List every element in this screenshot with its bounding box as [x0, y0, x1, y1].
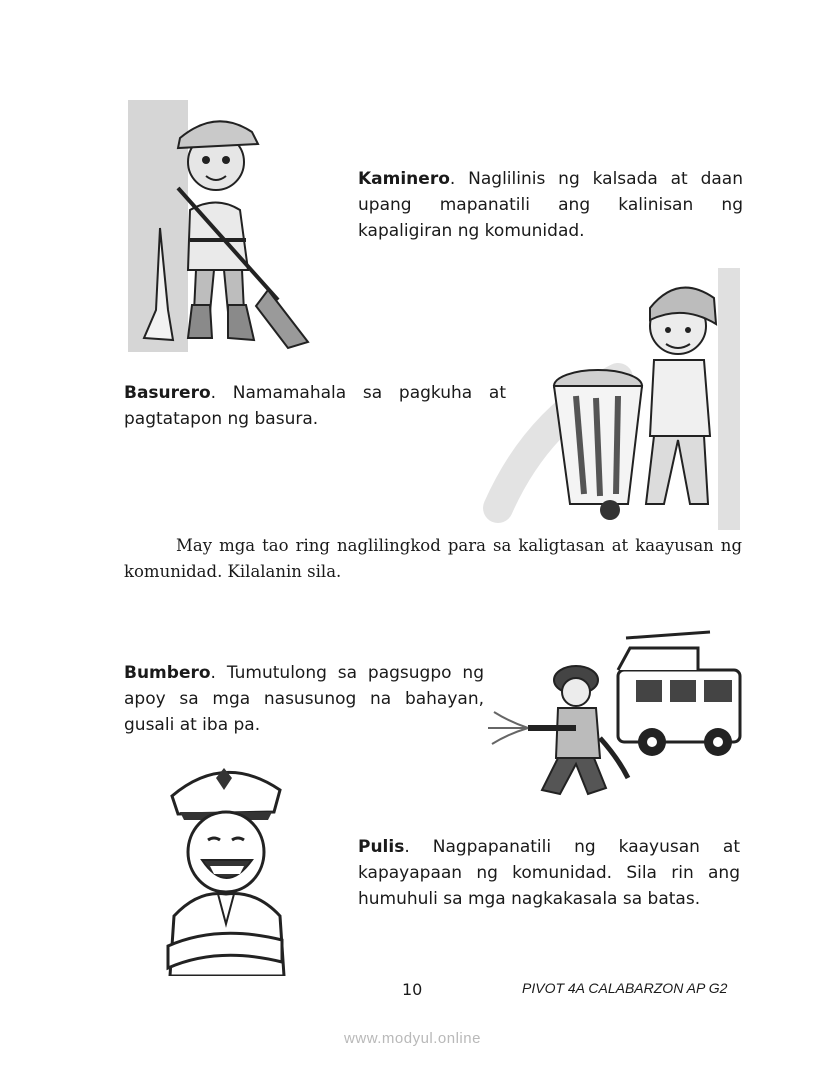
kaminero-text: . Naglilinis ng kalsada at daan upang mapanatili ang kalinisan ng kapaligiran ng komunidad.	[358, 169, 743, 241]
intro-paragraph: May mga tao ring naglilingkod para sa kaligtasan at kaayusan ng komunidad. Kilalanin sila.	[124, 536, 742, 581]
bumbero-term: Bumbero	[124, 663, 211, 683]
pulis-description	[358, 834, 740, 912]
kaminero-description	[358, 166, 743, 244]
bumbero-text: . Tumutulong sa pagsugpo ng apoy sa mga nasusunog na bahayan, gusali at iba pa.	[124, 663, 484, 735]
basurero-text: . Namamahala sa pagkuha at pagtatapon ng basura.	[124, 383, 506, 429]
page-number: 10	[402, 980, 423, 999]
pulis-term: Pulis	[358, 837, 405, 857]
basurero-description	[124, 380, 506, 432]
bumbero-description	[124, 660, 484, 738]
watermark-text: www.modyul.online	[344, 1030, 481, 1047]
police-officer-illustration	[158, 756, 292, 976]
pulis-text: . Nagpapanatili ng kaayusan at kapayapaan ng komunidad. Sila rin ang humuhuli sa mga nagkakasala sa batas.	[358, 837, 740, 909]
footer-reference: PIVOT 4A CALABARZON AP G2	[522, 980, 728, 996]
garbage-collector-illustration	[478, 268, 740, 530]
basurero-term: Basurero	[124, 383, 211, 403]
street-sweeper-illustration	[128, 100, 313, 352]
kaminero-term: Kaminero	[358, 169, 450, 189]
firefighter-with-fire-truck-illustration	[488, 628, 744, 800]
